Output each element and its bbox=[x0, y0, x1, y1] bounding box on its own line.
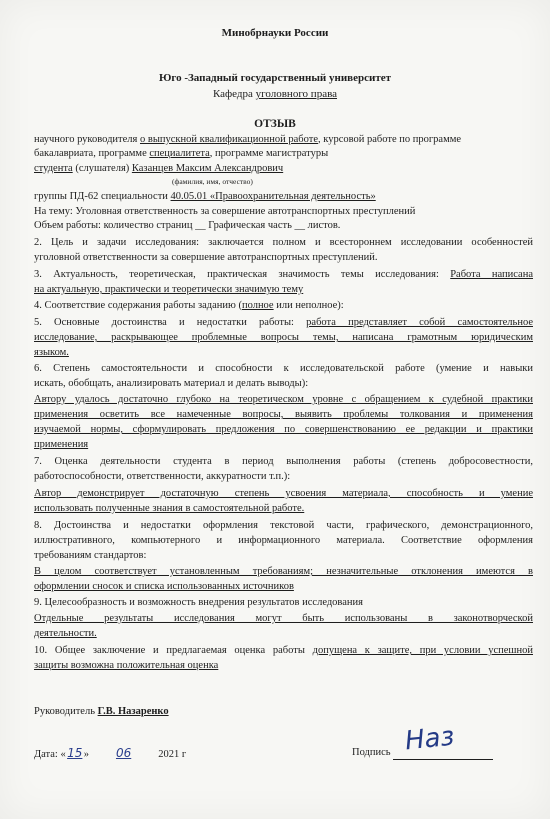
student-text-b: (слушателя) bbox=[72, 163, 132, 174]
student-caption: (фамилия, имя, отчество) bbox=[172, 177, 253, 186]
item4-text-b: полное bbox=[241, 300, 274, 311]
item2-line1: 2. Цель и задачи исследования: заключается полном и всестороннем исследовании особенностей bbox=[34, 237, 533, 248]
item4-text-c: или неполное): bbox=[273, 300, 344, 311]
document-title: ОТЗЫВ bbox=[254, 118, 296, 130]
supervisor-line bbox=[34, 133, 533, 147]
item8-line2: иллюстративного, компьютерного и информационного материала. Соответствие оформления bbox=[34, 535, 533, 546]
item8-line3: требованиям стандартов: bbox=[34, 550, 147, 561]
department-heading bbox=[0, 87, 550, 101]
item6-line6: применения bbox=[34, 439, 89, 450]
item7-line4: использовать полученные знания в самостоятельной работе. bbox=[34, 503, 305, 514]
ministry-heading: Минобрнауки России bbox=[221, 27, 329, 39]
supervisor-text-a: научного руководителя bbox=[34, 134, 140, 145]
item9-line2: Отдельные результаты исследования могут быть использованы в законотворческой bbox=[34, 613, 533, 624]
handwritten-signature: Наз bbox=[403, 721, 456, 757]
item8-line1: 8. Достоинства и недостатки оформления текстовой части, графического, демонстрационного, bbox=[34, 520, 533, 531]
date-month: 06 bbox=[115, 746, 132, 760]
item6-line5: изучаемой нормы, сформулировать предложения по совершенствованию ее редакции и практики bbox=[34, 424, 533, 435]
date-day: 15 bbox=[67, 746, 83, 760]
student-text-a: студента bbox=[34, 163, 73, 174]
item3-line1 bbox=[34, 268, 533, 282]
programs-text-a: бакалавриата, программе bbox=[34, 148, 150, 159]
item6-line1: 6. Степень самостоятельности и способности к исследовательской работе (умение и навыки bbox=[34, 363, 533, 374]
item9-line3: деятельности. bbox=[34, 628, 97, 639]
item5-text-b: работа представляет собой самостоятельное bbox=[306, 317, 533, 328]
supervisor-label: Руководитель bbox=[34, 706, 98, 717]
item3-text-b: Работа написана bbox=[450, 269, 533, 280]
signature-label: Подпись bbox=[352, 747, 391, 758]
programs-line bbox=[34, 147, 533, 161]
date-year: 2021 г bbox=[158, 749, 187, 760]
item4-text-a: 4. Соответствие содержания работы заданию ( bbox=[34, 300, 242, 311]
volume-line: Объем работы: количество страниц __ Графическая часть __ листов. bbox=[34, 220, 341, 231]
date-label: Дата: « bbox=[34, 749, 66, 760]
supervisor-text-b: о выпускной квалификационной работе bbox=[139, 134, 319, 145]
item5-text-a: 5. Основные достоинства и недостатки работы: bbox=[34, 317, 307, 328]
university-heading: Юго -Западный государственный университет bbox=[158, 72, 392, 84]
programs-text-c: , программе магистратуры bbox=[209, 148, 329, 159]
programs-text-b: специалитета bbox=[149, 148, 210, 159]
student-name: Казанцев Максим Александрович bbox=[131, 163, 284, 174]
date-separator: » bbox=[83, 749, 89, 760]
item5-line3: языком. bbox=[34, 347, 69, 358]
item3-line2: на актуальную, практически и теоретически значимую тему bbox=[34, 284, 304, 295]
group-line bbox=[34, 190, 533, 204]
item7-line3: Автор демонстрирует достаточную степень усвоения материала, способность и умение bbox=[34, 488, 533, 499]
item10-text-a: 10. Общее заключение и предлагаемая оценка работы bbox=[34, 645, 313, 656]
item3-text-a: 3. Актуальность, теоретическая, практическая значимость темы исследования: bbox=[34, 269, 451, 280]
student-line bbox=[34, 162, 533, 176]
item8-line5: оформлении сносок и списка использованных источников bbox=[34, 581, 294, 592]
item5-line1 bbox=[34, 316, 533, 330]
department-name: уголовного права bbox=[255, 88, 338, 100]
item8-line4: В целом соответствует установленным требованиям; незначительные отклонения имеются в bbox=[34, 566, 533, 577]
item10-text-b: допущена к защите, при условии успешной bbox=[312, 645, 533, 656]
item4-line bbox=[34, 299, 533, 313]
group-text-a: группы ПД-62 специальности bbox=[34, 191, 171, 202]
item10-line1 bbox=[34, 644, 533, 658]
supervisor-name: Г.В. Назаренко bbox=[97, 706, 169, 717]
item7-line2: работоспособности, ответственности, аккуратности т.п.): bbox=[34, 471, 291, 482]
date-line bbox=[34, 746, 264, 762]
item6-line2: искать, обобщать, анализировать материал и делать выводы): bbox=[34, 378, 309, 389]
specialty-text: 40.05.01 «Правоохранительная деятельность» bbox=[170, 191, 376, 202]
item5-line2: исследование, раскрывающее проблемные вопросы темы, написана грамотным юридическим bbox=[34, 332, 533, 343]
department-prefix: Кафедра bbox=[212, 88, 256, 100]
supervisor-text-c: , курсовой работе по программе bbox=[318, 134, 462, 145]
item9-line1: 9. Целесообразность и возможность внедрения результатов исследования bbox=[34, 597, 363, 608]
item10-line2: защиты возможна положительная оценка bbox=[34, 660, 219, 671]
item7-line1: 7. Оценка деятельности студента в период выполнения работы (степень добросовестности, bbox=[34, 456, 533, 467]
item6-line4: применения осветить все намеченные вопросы, выявить проблемы толкования и применения bbox=[34, 409, 533, 420]
item2-line2: уголовной ответственности за совершение автотранспортных преступлений. bbox=[34, 252, 378, 263]
topic-line: На тему: Уголовная ответственность за совершение автотранспортных преступлений bbox=[34, 206, 416, 217]
supervisor-signature-line bbox=[34, 705, 533, 719]
item6-line3: Автору удалось достаточно глубоко на теоретическом уровне с обращением к судебной практики bbox=[34, 394, 533, 405]
